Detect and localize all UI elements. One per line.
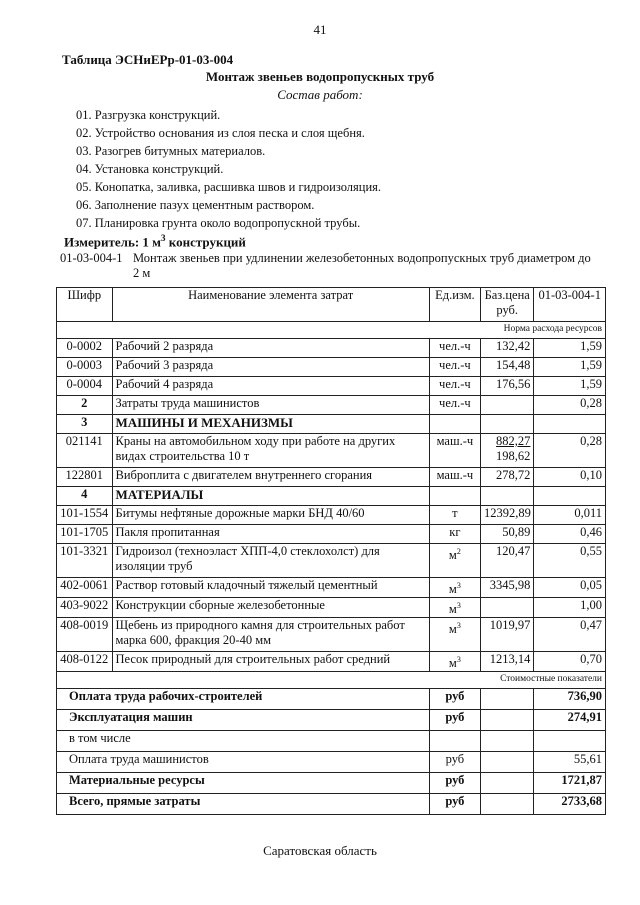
cell-price: 120,47 <box>481 544 534 578</box>
cell-name: Песок природный для строительных работ средний <box>112 652 429 672</box>
total-unit: руб <box>429 773 480 794</box>
cell-price <box>481 434 534 468</box>
header-unit: Ед.изм. <box>429 288 480 322</box>
cell-name: Затраты труда машинистов <box>112 396 429 415</box>
cell-code: 021141 <box>57 434 113 468</box>
cell-code: 101-3321 <box>57 544 113 578</box>
cell-unit: чел.-ч <box>429 396 480 415</box>
cell-value: 0,10 <box>534 468 606 487</box>
cell-price: 1019,97 <box>481 618 534 652</box>
section-title: МАШИНЫ И МЕХАНИЗМЫ <box>112 415 429 434</box>
cell-code: 0-0003 <box>57 358 113 377</box>
table-row <box>57 544 606 578</box>
cell-name: Рабочий 4 разряда <box>112 377 429 396</box>
total-row <box>57 752 606 773</box>
cell-code: 408-0019 <box>57 618 113 652</box>
table-header-row <box>57 288 606 322</box>
price-primary: 882,27 <box>496 434 531 448</box>
table-row <box>57 618 606 652</box>
total-unit: руб <box>429 689 480 710</box>
footer-region: Саратовская область <box>263 843 377 858</box>
total-value: 736,90 <box>534 689 606 710</box>
total-unit: руб <box>429 794 480 815</box>
cost-caption: Стоимостные показатели <box>57 672 606 689</box>
table-row <box>57 396 606 415</box>
cell-price: 50,89 <box>481 525 534 544</box>
cell-price <box>481 598 534 618</box>
cell-empty <box>481 752 534 773</box>
cell-value: 0,011 <box>534 506 606 525</box>
cell-name: Гидроизол (техноэласт ХПП-4,0 стеклохолст) для изоляции труб <box>112 544 429 578</box>
cell-price: 154,48 <box>481 358 534 377</box>
cell-name: Пакля пропитанная <box>112 525 429 544</box>
cost-caption-row <box>57 672 606 689</box>
cell-name: Раствор готовый кладочный тяжелый цементный <box>112 578 429 598</box>
cell-unit: $м^3$ <box>429 618 480 652</box>
cell-code: 0-0004 <box>57 377 113 396</box>
cell-code: 3 <box>57 415 113 434</box>
total-unit: руб <box>429 710 480 731</box>
cell-code: 101-1705 <box>57 525 113 544</box>
cell-price: 3345,98 <box>481 578 534 598</box>
cell-empty <box>534 731 606 752</box>
total-row <box>57 794 606 815</box>
cell-unit: $м^3$ <box>429 652 480 672</box>
work-item: 04. Установка конструкций. <box>76 162 224 176</box>
cell-code: 0-0002 <box>57 339 113 358</box>
work-item: 06. Заполнение пазух цементным раствором. <box>76 198 315 212</box>
item-code: 01-03-004-1 <box>60 251 123 265</box>
cell-unit: маш.-ч <box>429 468 480 487</box>
cell-price: 12392,89 <box>481 506 534 525</box>
table-row <box>57 578 606 598</box>
norm-caption-row <box>57 322 606 339</box>
table-title: Таблица ЭСНиЕРр-01-03-004 <box>62 52 234 67</box>
table-row <box>57 339 606 358</box>
cell-unit: чел.-ч <box>429 377 480 396</box>
cell-price: 176,56 <box>481 377 534 396</box>
total-value: 2733,68 <box>534 794 606 815</box>
cell-value: 0,28 <box>534 396 606 415</box>
work-item: 02. Устройство основания из слоя песка и слоя щебня. <box>76 126 365 140</box>
cell-price: 1213,14 <box>481 652 534 672</box>
cell-value: 1,59 <box>534 339 606 358</box>
table-row <box>57 377 606 396</box>
work-item: 07. Планировка грунта около водопропускной трубы. <box>76 216 361 230</box>
table-row <box>57 468 606 487</box>
header-price: Баз.цена руб. <box>481 288 534 322</box>
table-row <box>57 358 606 377</box>
total-value: 55,61 <box>534 752 606 773</box>
header-code: Шифр <box>57 288 113 322</box>
cell-empty <box>429 415 480 434</box>
cell-value: 1,00 <box>534 598 606 618</box>
section-row <box>57 415 606 434</box>
work-item: 01. Разгрузка конструкций. <box>76 108 221 122</box>
cell-price: 278,72 <box>481 468 534 487</box>
cell-unit: $м^3$ <box>429 598 480 618</box>
total-row <box>57 689 606 710</box>
cell-value: 0,47 <box>534 618 606 652</box>
total-value: 274,91 <box>534 710 606 731</box>
cell-empty <box>481 487 534 506</box>
cell-unit: $м^3$ <box>429 578 480 598</box>
cell-code: 408-0122 <box>57 652 113 672</box>
cell-unit: чел.-ч <box>429 339 480 358</box>
cell-empty <box>481 710 534 731</box>
table-row <box>57 506 606 525</box>
table-row <box>57 434 606 468</box>
cell-name: Щебень из природного камня для строительных работ марка 600, фракция 20-40 мм <box>112 618 429 652</box>
total-row <box>57 710 606 731</box>
cell-value: 0,55 <box>534 544 606 578</box>
cell-code: 122801 <box>57 468 113 487</box>
cell-name: Конструкции сборные железобетонные <box>112 598 429 618</box>
total-label: Оплата труда машинистов <box>57 752 430 773</box>
total-row <box>57 731 606 752</box>
cell-value: 0,05 <box>534 578 606 598</box>
cell-empty <box>534 415 606 434</box>
work-item: 05. Конопатка, заливка, расшивка швов и гидроизоляция. <box>76 180 382 194</box>
cell-empty <box>481 689 534 710</box>
cell-empty <box>481 773 534 794</box>
cell-empty <box>429 487 480 506</box>
page-number: 41 <box>313 22 327 37</box>
cell-code: 101-1554 <box>57 506 113 525</box>
cell-code: 403-9022 <box>57 598 113 618</box>
cell-value: 0,70 <box>534 652 606 672</box>
norm-caption: Норма расхода ресурсов <box>57 322 606 339</box>
total-label: Материальные ресурсы <box>57 773 430 794</box>
header-norm: 01-03-004-1 <box>534 288 606 322</box>
cell-empty <box>429 731 480 752</box>
cell-name: Рабочий 3 разряда <box>112 358 429 377</box>
cell-value: 1,59 <box>534 377 606 396</box>
cell-unit: кг <box>429 525 480 544</box>
resource-table <box>56 287 606 815</box>
section-heading: Монтаж звеньев водопропускных труб <box>205 69 435 84</box>
cell-value: 1,59 <box>534 358 606 377</box>
cell-value: 0,28 <box>534 434 606 468</box>
header-name: Наименование элемента затрат <box>112 288 429 322</box>
table-row <box>57 598 606 618</box>
item-description: Монтаж звеньев при удлинении железобетонных водопропускных труб диаметром до 2 м <box>133 251 591 280</box>
cell-name: Битумы нефтяные дорожные марки БНД 40/60 <box>112 506 429 525</box>
cell-empty <box>481 794 534 815</box>
cell-empty <box>534 487 606 506</box>
total-label: Всего, прямые затраты <box>57 794 430 815</box>
cell-value: 0,46 <box>534 525 606 544</box>
cell-unit: $м^2$ <box>429 544 480 578</box>
section-title: МАТЕРИАЛЫ <box>112 487 429 506</box>
total-row <box>57 773 606 794</box>
cell-code: 4 <box>57 487 113 506</box>
cell-unit: чел.-ч <box>429 358 480 377</box>
cell-price: 132,42 <box>481 339 534 358</box>
table-row <box>57 652 606 672</box>
cell-empty <box>481 415 534 434</box>
measurement-unit: Измеритель: 1 $м^3$ конструкций <box>64 233 246 250</box>
cell-price <box>481 396 534 415</box>
total-label: Оплата труда рабочих-строителей <box>57 689 430 710</box>
cell-name: Виброплита с двигателем внутреннего сгорания <box>112 468 429 487</box>
cell-name: Рабочий 2 разряда <box>112 339 429 358</box>
total-label: в том числе <box>57 731 430 752</box>
cell-unit: т <box>429 506 480 525</box>
composition-label: Состав работ: <box>277 87 363 102</box>
total-unit: руб <box>429 752 480 773</box>
work-item: 03. Разогрев битумных материалов. <box>76 144 266 158</box>
price-secondary: 198,62 <box>496 449 531 463</box>
section-row <box>57 487 606 506</box>
works-list <box>76 106 381 232</box>
total-value: 1721,87 <box>534 773 606 794</box>
total-label: Эксплуатация машин <box>57 710 430 731</box>
cell-name: Краны на автомобильном ходу при работе на других видах строительства 10 т <box>112 434 429 468</box>
cell-empty <box>481 731 534 752</box>
cell-code: 402-0061 <box>57 578 113 598</box>
cell-code: 2 <box>57 396 113 415</box>
cell-unit: маш.-ч <box>429 434 480 468</box>
table-row <box>57 525 606 544</box>
